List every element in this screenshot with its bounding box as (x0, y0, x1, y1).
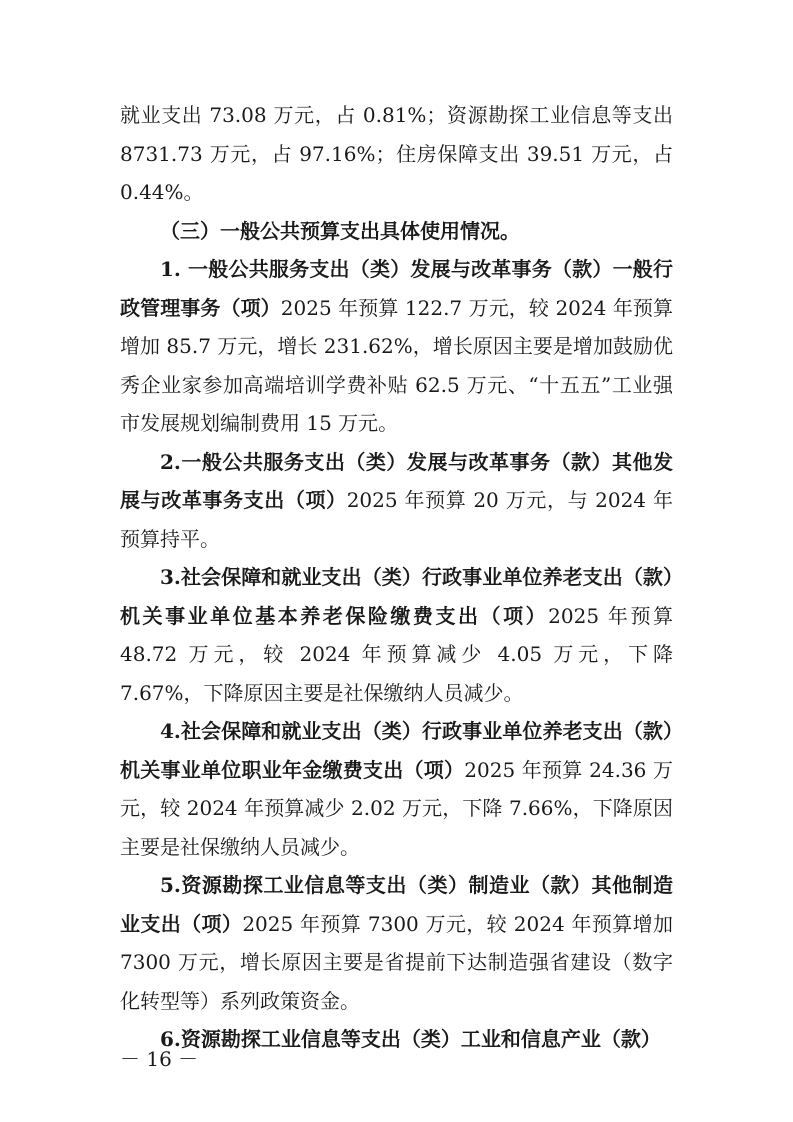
page-number: － 16 － (120, 1047, 199, 1071)
paragraph-item-1 (120, 250, 673, 443)
paragraph-item-2 (120, 443, 673, 559)
item-body: 2025 年预算 48.72 万元，较 2024 年预算减少 4.05 万元，下降 7.67%，下降原因主要是社保缴纳人员减少。 (120, 603, 673, 705)
item-heading: 5.资源勘探工业信息等支出（类）制造业（款）其他制造业支出（项） (120, 873, 673, 936)
item-heading: 6.资源勘探工业信息等支出（类）工业和信息产业（款） (160, 1027, 661, 1051)
item-body: 2025 年预算 20 万元，与 2024 年预算持平。 (120, 488, 674, 551)
paragraph-item-4 (120, 712, 673, 866)
item-heading: 4.社会保障和就业支出（类）行政事业单位养老支出（款）机关事业单位职业年金缴费支出（项） (120, 719, 673, 782)
section-heading (120, 212, 673, 251)
item-body: 2025 年预算 122.7 万元，较 2024 年预算增加 85.7 万元，增长 231.62%，增长原因主要是增加鼓励优秀企业家参加高端培训学费补贴 62.5 万元、“十五五”工业强市发展规划编制费用 15 万元。 (120, 295, 674, 435)
item-body: 2025 年预算 24.36 万元，较 2024 年预算减少 2.02 万元，下降 7.66%，下降原因主要是社保缴纳人员减少。 (120, 757, 673, 859)
paragraph-text: 就业支出 73.08 万元，占 0.81%；资源勘探工业信息等支出 8731.73 万元，占 97.16%；住房保障支出 39.51 万元，占 0.44%。 (120, 103, 673, 204)
item-body: 2025 年预算 7300 万元，较 2024 年预算增加 7300 万元，增长原因主要是省提前下达制造强省建设（数字化转型等）系列政策资金。 (120, 911, 674, 1013)
item-heading: 3.社会保障和就业支出（类）行政事业单位养老支出（款）机关事业单位基本养老保险缴费支出（项） (120, 565, 673, 628)
item-heading: 2.一般公共服务支出（类）发展与改革事务（款）其他发展与改革事务支出（项） (120, 449, 673, 512)
paragraph-item-5 (120, 866, 673, 1020)
paragraph-item-3 (120, 558, 673, 712)
paragraph-continuation (120, 96, 673, 212)
item-heading: 1. 一般公共服务支出（类）发展与改革事务（款）一般行政管理事务（项） (120, 257, 673, 320)
paragraph-item-6 (120, 1020, 673, 1059)
section-heading-text: （三）一般公共预算支出具体使用情况。 (160, 218, 520, 243)
